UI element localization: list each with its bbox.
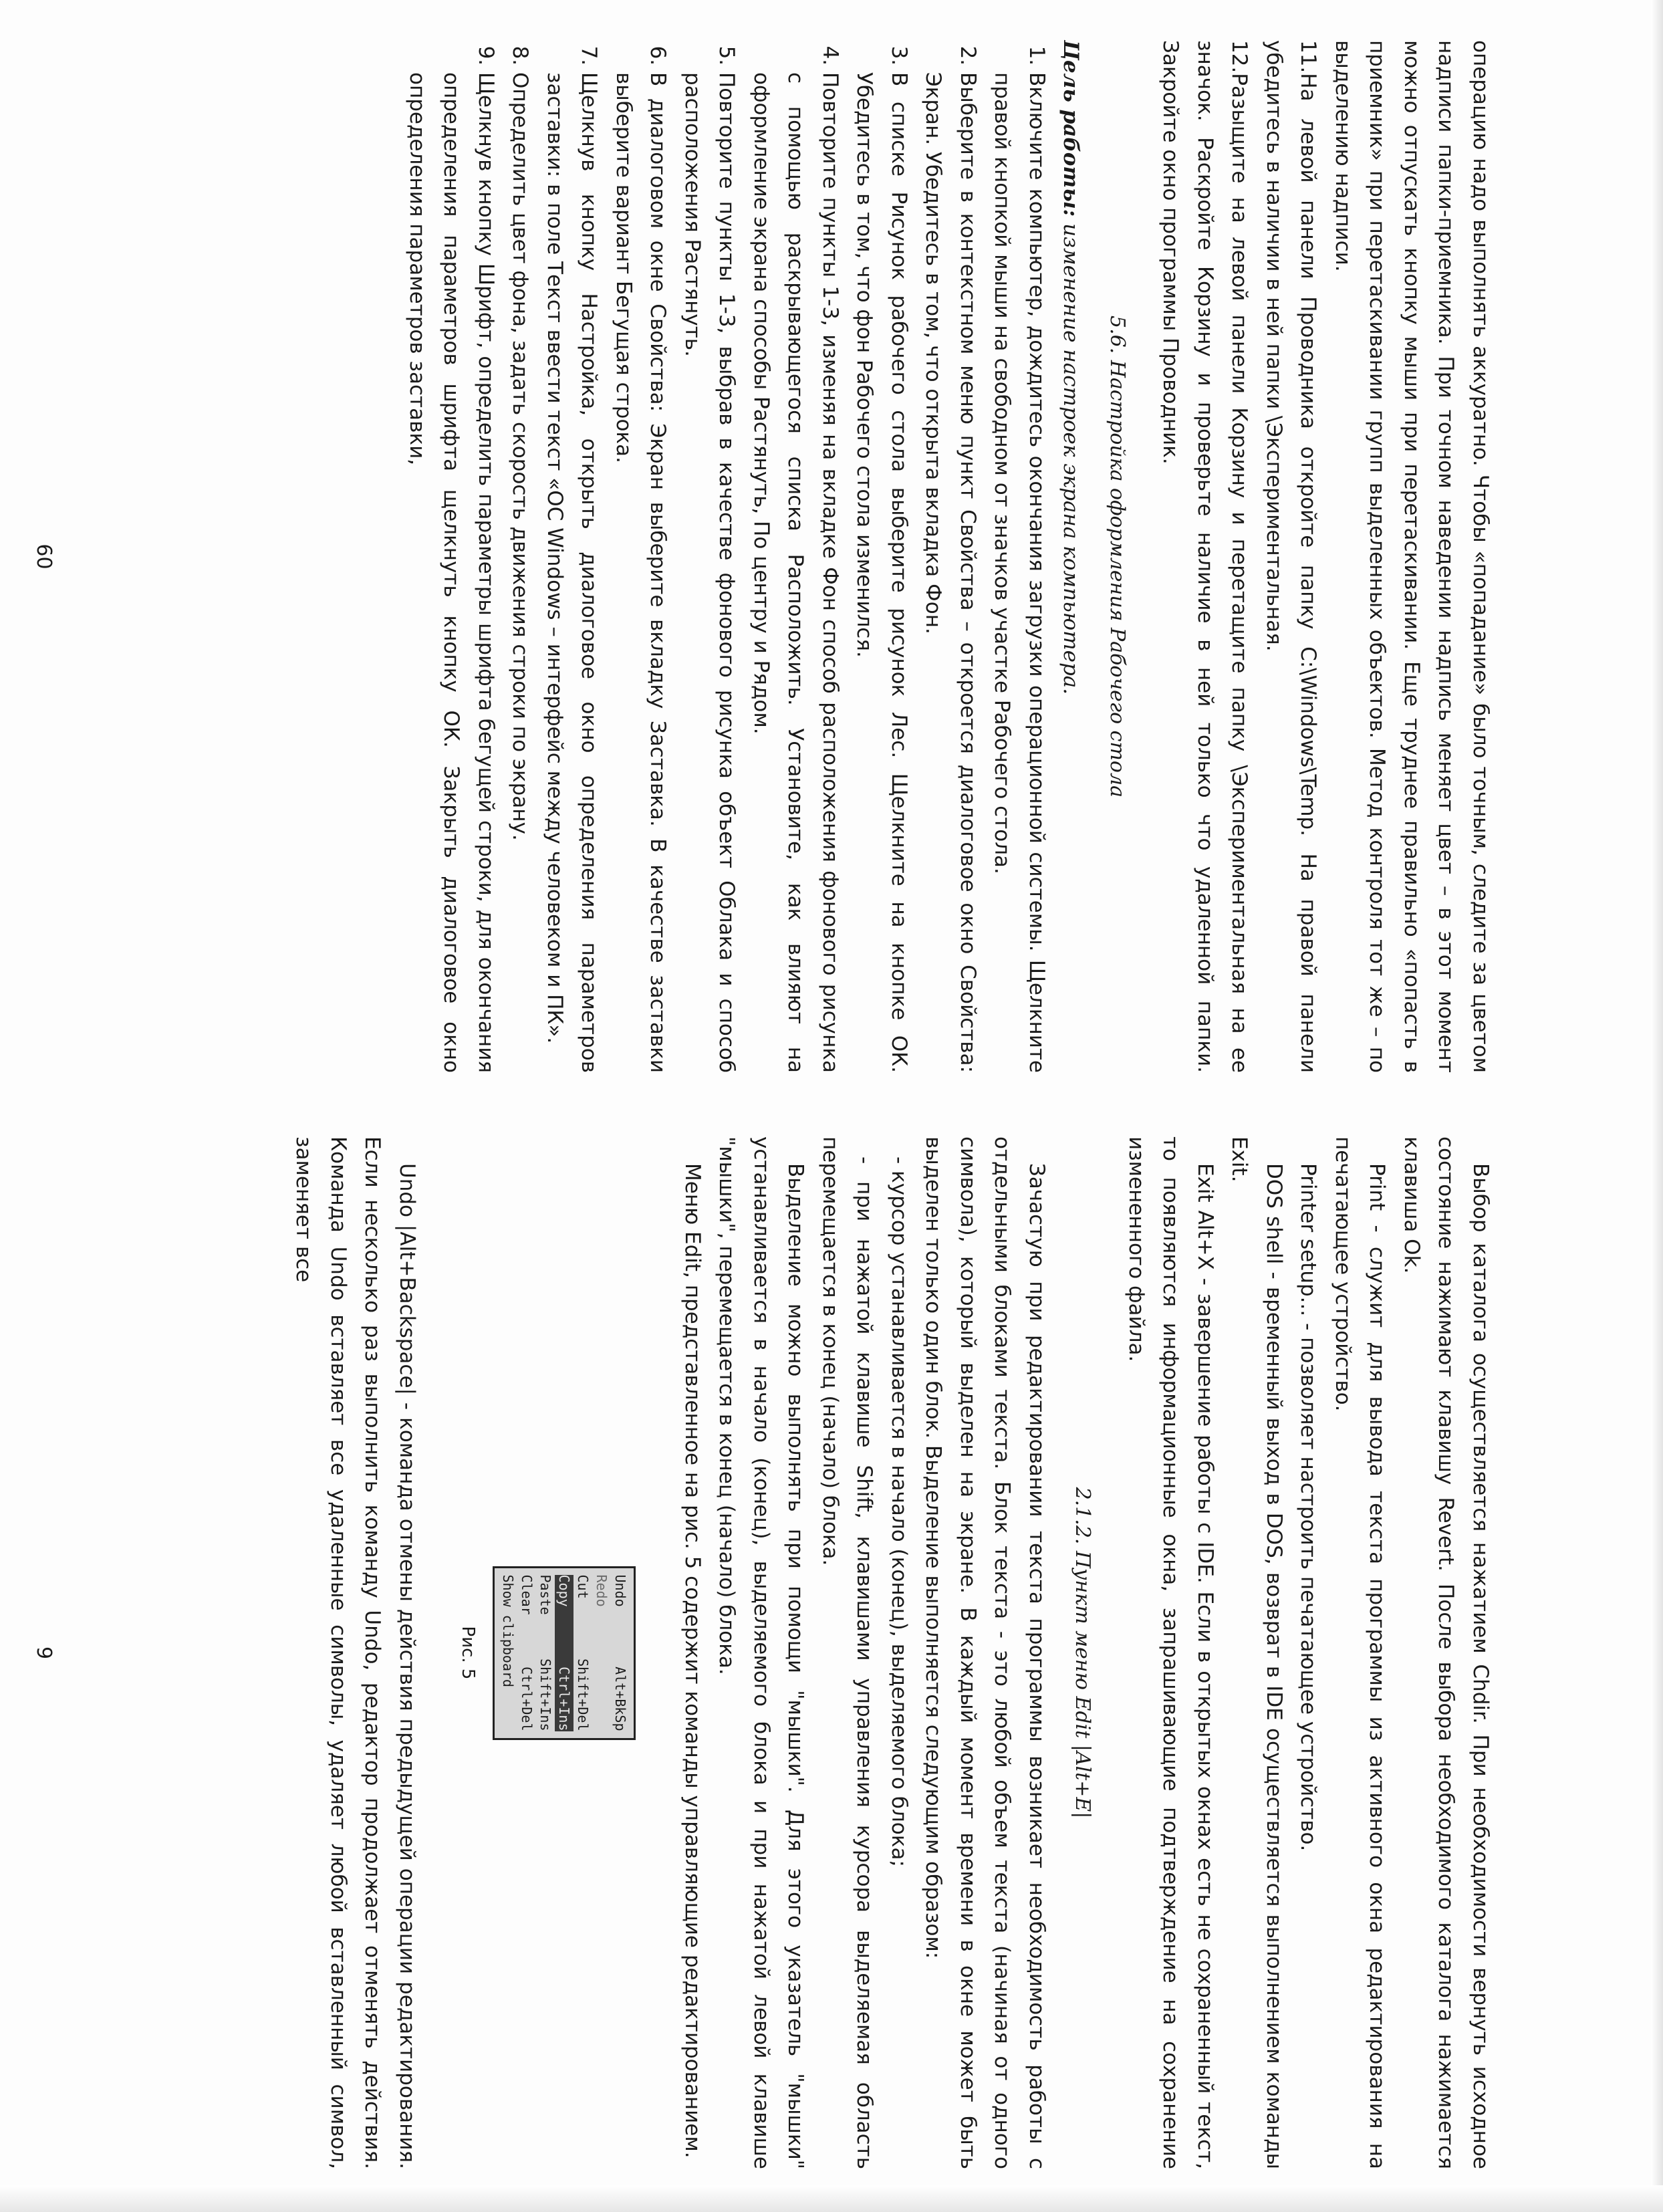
page-9 [0, 1136, 1497, 2169]
menu-item-paste [537, 1575, 555, 1731]
menu-item-label: Show clipboard [500, 1574, 517, 1688]
intro-paragraph: операцию надо выполнять аккуратно. Чтобы «попадание» было точным, следите за цветом надписи папки-приемника. При точном наведении надпись меняет цвет – в этот момент можно отпускать кнопку мыши при перетаскивании. Еще труднее правильно «попасть в приемник» при перетаскивании групп выделенных объектов. Метод контроля тот же – по выделению надписи. [1331, 40, 1493, 1073]
menu-item-label: Redo [594, 1574, 610, 1607]
edit-menu [493, 1566, 636, 1740]
bullet-item: - при нажатой клавише Shift, клавишами управления курсора выделяемая область перемещается в конец (начало) блока. [818, 1136, 877, 2169]
menu-item-shortcut: Alt+BkSp [612, 1667, 629, 1731]
step-item: 2. Выберите в контекстном меню пункт Свойства – откроется диалоговое окно Свойства: Экран. Убедитесь в том, что открыта вкладка Фон. [916, 72, 985, 1073]
body-paragraph: Print - служит для вывода текста программы из активного окна редактирования на печатающее устройство. [1331, 1136, 1390, 2169]
steps-list [400, 40, 1054, 1073]
menu-item-undo [612, 1575, 630, 1731]
page-number: 9 [32, 1646, 56, 1660]
menu-item-label: Cut [575, 1574, 592, 1599]
menu-item-copy [555, 1575, 574, 1731]
menu-item-redo [593, 1575, 612, 1731]
scan-bottom-shadow [0, 2185, 1663, 2212]
body-paragraph: Выделение можно выполнять при помощи "мышки". Для этого указатель "мышки" устанавливается в начало (конец), выделяемого блока и при нажатой левой клавише "мышки", перемещается в конец (начало) блока. [715, 1136, 808, 2169]
section-heading-5-6: 5.6. Настройка оформления Рабочего стола [1106, 316, 1129, 797]
step-item: 9. Щелкнув кнопку Шрифт, определить параметры шрифта бегущей строки, для окончания определения параметров шрифта щелкнуть кнопку ОК. Закрыть диалоговое окно определения параметров заставки, [400, 72, 503, 1073]
body-paragraph: Выбор каталога осуществляется нажатием Chdir. При необходимости вернуть исходное состояние нажимают клавишу Revert. После выбора необходимого каталога нажимается клавиша Ok. [1400, 1136, 1493, 2169]
menu-item-shortcut: Ctrl+Ins [556, 1667, 573, 1731]
step-item: 3. В списке Рисунок рабочего стола выберите рисунок Лес. Щелкните на кнопке ОК. Убедитесь в том, что фон Рабочего стола изменился. [847, 72, 916, 1073]
intro-item-12: 12.Разыщите на левой панели Корзину и перетащите папку \Экспериментальная на ее значок. Раскройте Корзину и проверьте наличие в ней только что удаленной папки. Закройте окно программы Проводник. [1158, 40, 1252, 1073]
menu-item-label: Clear [519, 1574, 535, 1615]
goal-line [1053, 40, 1088, 1073]
bullet-item: - курсор устанавливается в начало (конец), выделяемого блока; [887, 1156, 911, 1867]
step-item: 4. Повторите пункты 1-3, изменяя на вкладке Фон способ расположения фонового рисунка с помощью раскрывающегося списка Расположить. Установите, как влияют на оформление экрана способы Растянуть, По центру и Рядом. [744, 72, 848, 1073]
step-item: 5. Повторите пункты 1-3, выбрав в качестве фонового рисунка объект Облака и способ расположения Растянуть. [675, 72, 744, 1073]
step-item: 8. Определить цвет фона, задать скорость движения строки по экрану. [503, 72, 537, 1073]
body-paragraph: Зачастую при редактировании текста программы возникает необходимость работы с отдельными блоками текста. Блок текста - это любой объем текста (начиная от одного символа), который выделен на экране. В каждый момент времени в окне может быть выделен только один блок. Выделение выполняется следующим образом: [921, 1136, 1049, 2169]
step-item: 6. В диалоговом окне Свойства: Экран выберите вкладку Заставка. В качестве заставки выберите вариант Бегущая строка. [606, 72, 675, 1073]
menu-item-label: Paste [537, 1574, 554, 1615]
menu-item-clear [518, 1575, 537, 1731]
step-item: 7. Щелкнув кнопку Настройка, открыть диалоговое окно определения параметров заставки: в поле Текст ввести текст «ОС Windows – интерфейс между человеком и ПК». [537, 72, 606, 1073]
menu-item-cut [574, 1575, 593, 1731]
intro-item-11: 11.На левой панели Проводника откройте папку C:\Windows\Temp. На правой панели убедитесь в наличии в ней папки \Экспериментальная. [1262, 40, 1321, 1073]
menu-item-shortcut: Shift+Ins [537, 1658, 554, 1731]
goal-text: изменение настроек экрана компьютера. [1059, 223, 1083, 695]
body-paragraph: DOS shell - временный выход в DOS, возврат в IDE осуществляется выполнением команды Exit. [1227, 1136, 1286, 2169]
menu-item-label: Copy [556, 1574, 573, 1607]
step-item: 1. Включите компьютер, дождитесь окончания загрузки операционной системы. Щелкните правой кнопкой мыши на свободном от значков участке Рабочего стола. [985, 72, 1053, 1073]
figure-caption: Рис. 5 [458, 1626, 479, 1680]
page-60 [0, 40, 1497, 1073]
body-paragraph: Exit Alt+X - завершение работы с IDE. Если в открытых окнах есть не сохраненный текст, то появляются информационные окна, запрашивающие подтверждение на сохранение измененного файла. [1124, 1136, 1217, 2169]
body-paragraph: Printer setup... - позволяет настроить печатающее устройство. [1296, 1163, 1321, 1852]
body-paragraph: Меню Edit, представленное на рис. 5 содержит команды управляющие редактированием. [680, 1163, 705, 2159]
body-paragraph: Undo |Alt+Backspace| - команда отмены действия предыдущей операции редактирования. Если несколько раз выполнить команду Undo, редактор продолжает отменять действия. Команда Undo вставляет все удаленные символы, удаляет любой вставленный символ, заменяет все [291, 1136, 419, 2169]
menu-item-show-clipboard [499, 1575, 518, 1731]
menu-item-shortcut: Shift+Del [575, 1658, 592, 1731]
section-heading-2-1-2: 2.1.2. Пункт меню Edit |Alt+E| [1071, 1487, 1095, 1819]
page-number: 60 [32, 543, 56, 570]
scan-edge-shadow [1651, 0, 1663, 2212]
menu-item-label: Undo [612, 1574, 629, 1607]
edit-menu-figure [451, 1566, 636, 1740]
goal-label: Цель работы: [1059, 40, 1083, 217]
menu-item-shortcut: Ctrl+Del [519, 1667, 535, 1731]
